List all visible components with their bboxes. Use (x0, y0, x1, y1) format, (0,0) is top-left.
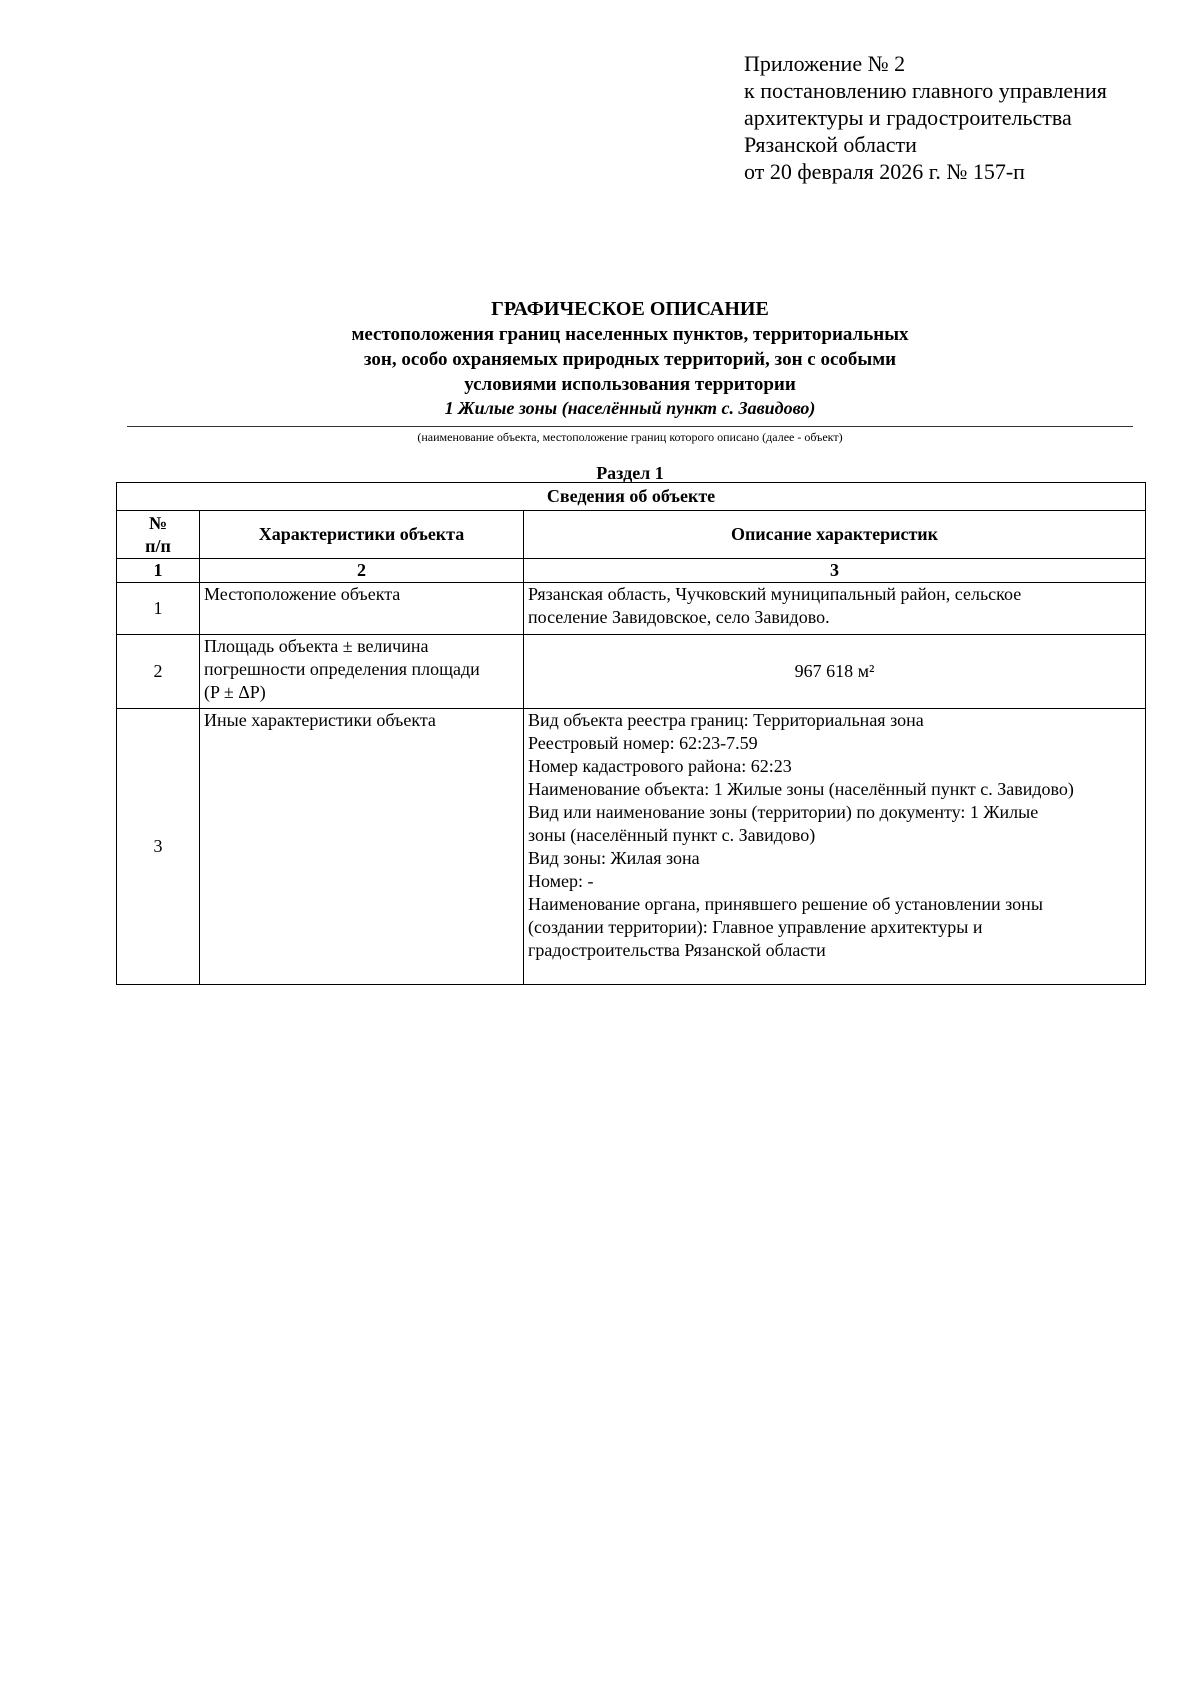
appendix-line: Рязанской области (744, 132, 917, 157)
table-row (117, 635, 1146, 709)
cell-line: Иные характеристики объекта (204, 710, 436, 730)
row-num: 1 (117, 583, 200, 635)
cell-line: погрешности определения площади (204, 659, 480, 679)
cell-line: Наименование органа, принявшего решение об установлении зоны (528, 894, 1043, 914)
row-num: 3 (117, 709, 200, 985)
table-title: Сведения об объекте (117, 483, 1146, 511)
title-subtitle-line: местоположения границ населенных пунктов, территориальных (351, 324, 909, 345)
object-name: 1 Жилые зоны (населённый пункт с. Завидово) (444, 398, 816, 418)
table-row (117, 709, 1146, 985)
header-num-line: п/п (145, 535, 171, 556)
row-characteristic (200, 709, 524, 985)
table-row (117, 583, 1146, 635)
cell-line: Реестровый номер: 62:23-7.59 (528, 733, 758, 753)
table-header-row (117, 511, 1146, 559)
row-description (524, 709, 1146, 985)
appendix-header (744, 50, 1184, 185)
header-description: Описание характеристик (524, 511, 1146, 559)
row-characteristic (200, 583, 524, 635)
object-name-caption: (наименование объекта, местоположение границ которого описано (далее - объект) (417, 430, 843, 444)
row-characteristic (200, 635, 524, 709)
cell-line: Рязанская область, Чучковский муниципальный район, сельское (528, 584, 1022, 604)
row-description (524, 635, 1146, 709)
cell-line: зоны (населённый пункт с. Завидово) (528, 825, 816, 845)
appendix-line: Приложение № 2 (744, 51, 906, 76)
appendix-line: к постановлению главного управления (744, 78, 1107, 103)
header-num-line: № (148, 512, 168, 533)
cell-line: Номер кадастрового района: 62:23 (528, 756, 792, 776)
column-index: 1 (117, 559, 200, 583)
cell-line: (P ± ΔP) (204, 682, 266, 702)
object-info-table (116, 482, 1146, 985)
cell-line: Вид зоны: Жилая зона (528, 848, 700, 868)
title-subtitle-line: зон, особо охраняемых природных территорий, зон с особыми (363, 349, 897, 370)
appendix-line: архитектуры и градостроительства (744, 105, 1072, 130)
column-index: 3 (524, 559, 1146, 583)
cell-line: (создании территории): Главное управление архитектуры и (528, 917, 983, 937)
cell-line: Местоположение объекта (204, 584, 401, 604)
cell-line: поселение Завидовское, село Завидово. (528, 607, 830, 627)
header-characteristic: Характеристики объекта (200, 511, 524, 559)
object-name-underline (127, 426, 1133, 427)
cell-line: Номер: - (528, 871, 594, 891)
title-main: ГРАФИЧЕСКОЕ ОПИСАНИЕ (491, 298, 769, 320)
title-subtitle-line: условиями использования территории (464, 374, 796, 395)
column-index-row (117, 559, 1146, 583)
table-title-row (117, 483, 1146, 511)
cell-line: Вид или наименование зоны (территории) по документу: 1 Жилые (528, 802, 1039, 822)
column-index: 2 (200, 559, 524, 583)
cell-line: Площадь объекта ± величина (204, 636, 429, 656)
header-num (117, 511, 200, 559)
cell-line: Наименование объекта: 1 Жилые зоны (населённый пункт с. Завидово) (528, 779, 1074, 799)
area-value: 967 618 м² (794, 661, 875, 681)
row-description (524, 583, 1146, 635)
cell-line: градостроительства Рязанской области (528, 940, 826, 960)
row-num: 2 (117, 635, 200, 709)
document-title (120, 296, 1140, 420)
cell-line: Вид объекта реестра границ: Территориальная зона (528, 710, 924, 730)
appendix-line: от 20 февраля 2026 г. № 157-п (744, 159, 1025, 184)
section-label: Раздел 1 (596, 463, 664, 483)
